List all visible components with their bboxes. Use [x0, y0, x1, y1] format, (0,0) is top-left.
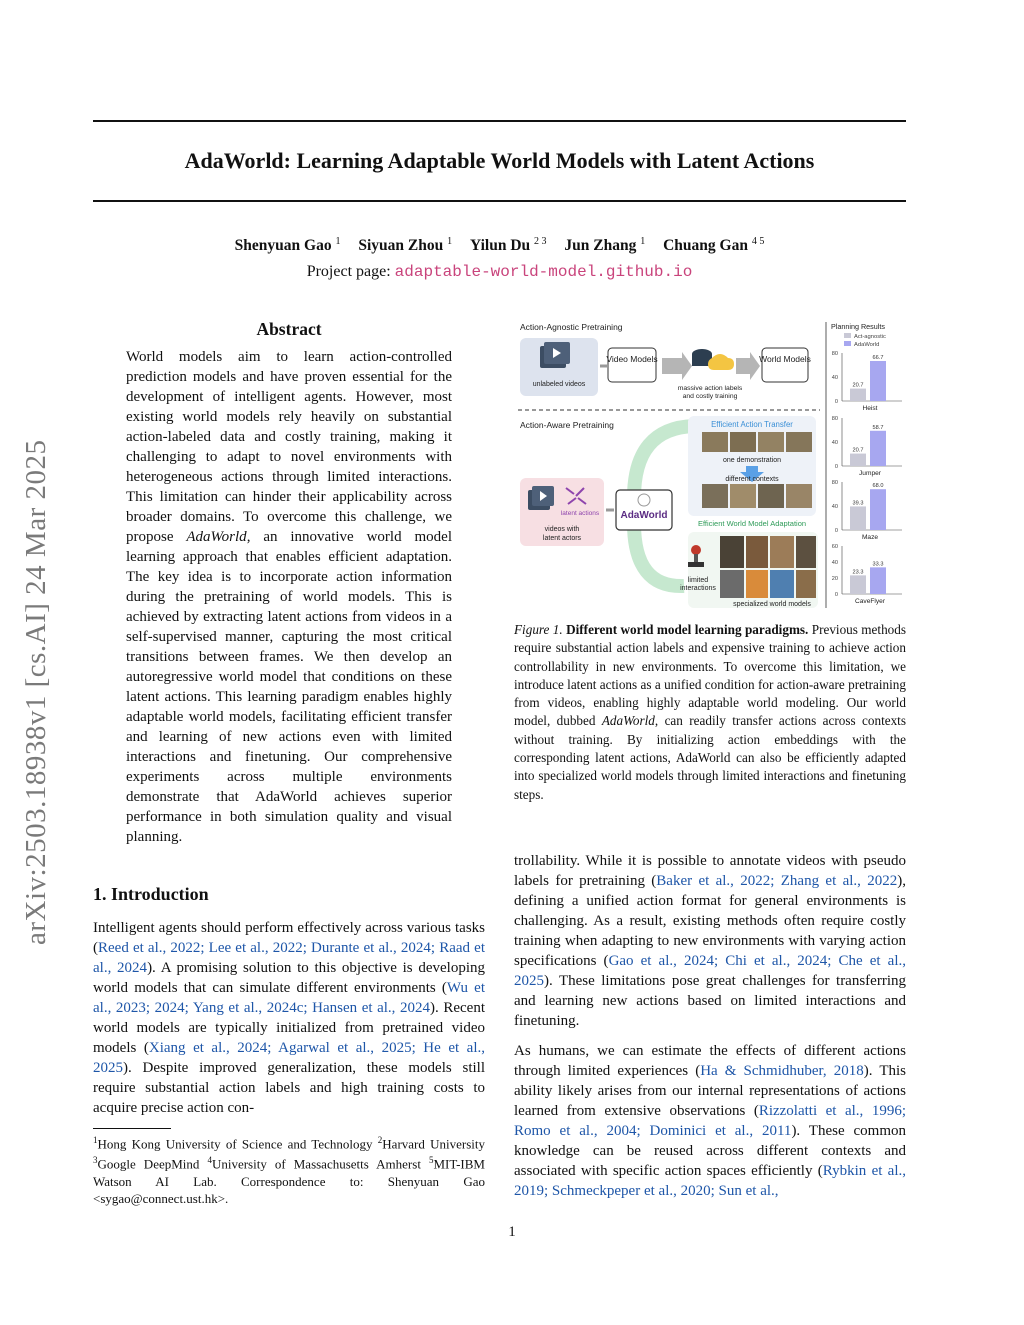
fig-massive-labels: massive action labels [677, 385, 743, 392]
demo-frame [730, 432, 756, 452]
data-label: 66.7 [872, 354, 884, 361]
affiliation-footnote: $^1$Hong Kong University of Science and Technology $^2$Harvard University $^3$Google DeepMind $^4$University of Massachusetts Amherst $^5$MIT-IBM Watson AI Lab. Correspondence to: Shenyuan Gao <sygao@connect.ust.hk>. [93, 1135, 486, 1206]
planning-results-chart [831, 322, 902, 605]
fig-costly-training: and costly training [682, 393, 738, 400]
tick-label: 0 [834, 464, 838, 470]
fig-world-models: World Models [759, 354, 811, 364]
demo-frame [758, 432, 784, 452]
flow-arc [634, 426, 694, 498]
game-frame [770, 570, 794, 598]
panel-label: Heist [862, 405, 878, 412]
project-label: Project page: [306, 263, 391, 280]
citation[interactable]: Ha & Schmidhuber, 2018 [700, 1063, 864, 1079]
label-arrow [736, 352, 760, 380]
bar [850, 575, 866, 594]
bar [870, 567, 886, 594]
bar [850, 506, 866, 530]
game-frame [770, 536, 794, 568]
context-frame [702, 484, 728, 508]
demo-frame [702, 432, 728, 452]
project-page [93, 263, 906, 281]
bar [870, 489, 886, 530]
fig-latent-actions: latent actions [560, 510, 600, 517]
tick-label: 40 [831, 440, 838, 446]
citation[interactable]: Reed et al., 2022; Lee et al., 2022; Durante et al., 2024; Raad et al., 2024 [93, 940, 485, 976]
project-link[interactable]: adaptable-world-model.github.io [394, 263, 693, 281]
citation[interactable]: Baker et al., 2022; Zhang et al., 2022 [656, 873, 898, 889]
author: Siyuan Zhou $^1$ [358, 236, 453, 255]
context-frame [786, 484, 812, 508]
fig-videos-with: videos with [544, 526, 580, 533]
tick-label: 0 [834, 399, 838, 405]
author-list [93, 236, 906, 255]
legend-swatch-adaworld [844, 341, 851, 346]
game-frame [796, 536, 816, 568]
fig-unlabeled-videos: unlabeled videos [532, 381, 586, 388]
fig-adaptation-title: Efficient World Model Adaptation [697, 519, 807, 528]
citation[interactable]: Wu et al., 2023; 2024; Yang et al., 2024c; Hansen et al., 2024 [93, 980, 485, 1016]
tick-label: 40 [831, 504, 838, 510]
data-label: 33.3 [872, 561, 884, 568]
fig-one-demo: one demonstration [723, 457, 781, 464]
bar [870, 361, 886, 401]
tick-label: 80 [831, 480, 838, 486]
tick-label: 60 [831, 544, 838, 550]
bar [850, 389, 866, 401]
top-rule [93, 120, 906, 122]
author: Shenyuan Gao $^1$ [234, 236, 341, 255]
game-frame [746, 536, 768, 568]
arxiv-stamp: arXiv:2503.18938v1 [cs.AI] 24 Mar 2025 [20, 439, 52, 945]
title-bottom-rule [93, 200, 906, 202]
footnote-rule [93, 1128, 171, 1129]
tick-label: 20 [831, 576, 838, 582]
chart-title: Planning Results [831, 322, 885, 331]
fig-interactions: interactions [680, 585, 716, 592]
fig-top-label: Action-Agnostic Pretraining [520, 322, 623, 332]
fig-specialized: specialized world models [733, 601, 811, 608]
game-frame [720, 570, 744, 598]
abstract-heading: Abstract [256, 319, 322, 339]
game-frame [746, 570, 768, 598]
fig-different-contexts: different contexts [725, 476, 779, 483]
data-label: 20.7 [852, 447, 864, 454]
figure-1 [514, 318, 906, 610]
data-label: 39.3 [852, 500, 864, 507]
legend-act-agnostic: Act-agnostic [854, 334, 886, 340]
abstract-body: World models aim to learn action-controlled prediction models and have proven essential for the development of intelligent agents. However, most existing world models rely heavily on substantial action-labeled data and costly training, making it challenging to adapt to novel environments with heterogeneous actions through limited interactions. This limitation can hinder their applicability across broader domains. To overcome this challenge, we propose AdaWorld, an innovative world model learning approach that enables efficient adaptation. The key idea is to incorporate action information during the pretraining of world models. This is achieved by extracting latent actions from videos in a self-supervised manner, capturing the most critical transitions between frames. We then develop an autoregressive world model that conditions on these latent actions. This learning paradigm enables highly adaptable world models, facilitating efficient transfer and learning of new actions even with limited interactions and finetuning. Our comprehensive experiments across multiple environments demonstrate that AdaWorld achieves superior performance in both simulation quality and visual planning. [126, 349, 452, 845]
game-frame [796, 570, 816, 598]
page-number: 1 [508, 1224, 516, 1240]
tick-label: 40 [831, 560, 838, 566]
fig-limited: limited [687, 577, 709, 584]
paper-title: AdaWorld: Learning Adaptable World Models with Latent Actions [184, 148, 815, 173]
tick-label: 40 [831, 375, 838, 381]
bar [850, 454, 866, 466]
citation[interactable]: Rizzolatti et al., 1996; Romo et al., 2004; Dominici et al., 2011 [514, 1103, 906, 1139]
tick-label: 0 [834, 528, 838, 534]
fig-bottom-label: Action-Aware Pretraining [520, 420, 614, 430]
paragraph: trollability. While it is possible to annotate videos with pseudo labels for pretraining (Baker et al., 2022; Zhang et al., 2022), defining a unified action format for general environments is challenging. As a result, existing methods often require costly training when adapting to new environments with varying action specifications (Gao et al., 2024; Chi et al., 2024; Che et al., 2025). These limitations pose great challenges for transferring and learning new actions based on limited interactions and finetuning. [514, 853, 907, 1029]
panel-label: CaveFlyer [854, 598, 886, 605]
flow-arc [634, 523, 684, 586]
joystick-icon [688, 562, 704, 567]
label-arrow [662, 352, 692, 380]
tick-label: 80 [831, 416, 838, 422]
panel-label: Jumper [859, 470, 881, 477]
game-frame [720, 536, 744, 568]
paragraph: As humans, we can estimate the effects of different actions through limited experiences (Ha & Schmidhuber, 2018). This ability likely arises from our internal representations of actions learned from extensive observations (Rizzolatti et al., 1996; Romo et al., 2004; Dominici et al., 2011). These common knowledge can be reused across different contexts and associated with specific action spaces efficiently (Rybkin et al., 2019; Schmeckpeper et al., 2020; Sun et al., [514, 1043, 906, 1199]
legend-swatch-act-agnostic [844, 333, 851, 338]
panel-label: Maze [861, 534, 879, 541]
intro-body: Intelligent agents should perform effectively across various tasks (Reed et al., 2022; Lee et al., 2022; Durante et al., 2024; Raad et al., 2024). A promising solution to this objective is developing world models that can simulate different environments (Wu et al., 2023; 2024; Yang et al., 2024c; Hansen et al., 2024). Recent world models are typically initialized from pretrained video models (Xiang et al., 2024; Agarwal et al., 2025; He et al., 2025). Despite improved generalization, these models still require substantial action labels and high training costs to acquire precise action con- [93, 920, 486, 1116]
tick-label: 80 [831, 351, 838, 357]
author: Yilun Du $^{2 3}$ [469, 236, 547, 255]
data-label: 23.3 [852, 569, 864, 576]
citation[interactable]: Xiang et al., 2024; Agarwal et al., 2025; He et al., 2025 [93, 1040, 486, 1076]
fig-latent-actors: latent actors [542, 535, 582, 542]
context-frame [758, 484, 784, 508]
author: Chuang Gan $^{4 5}$ [663, 236, 765, 255]
data-label: 68.0 [872, 483, 884, 490]
context-frame [730, 484, 756, 508]
fig-adaworld: AdaWorld [620, 510, 668, 521]
fig-video-models: Video Models [606, 354, 658, 364]
figure-caption: Figure 1. Different world model learning paradigms. Previous methods require substantial action labels and expensive training to achieve action controllability in new environments. To overcome this limitation, we introduce latent actions as a unified condition for action-aware pretraining from videos, enabling highly adaptable world modeling. Our world model, dubbed AdaWorld, can readily transfer actions across contexts without training. By initializing action embeddings with the corresponding latent actions, AdaWorld can also be efficiently adapted into specialized world models through limited interactions and finetuning steps. [514, 622, 906, 802]
author: Jun Zhang $^1$ [564, 236, 646, 255]
fig-transfer-title: Efficient Action Transfer [711, 420, 793, 429]
data-label: 20.7 [852, 382, 864, 389]
joystick-icon [691, 545, 701, 555]
demo-frame [786, 432, 812, 452]
legend-adaworld: AdaWorld [854, 342, 880, 348]
bar [870, 431, 886, 466]
tick-label: 0 [834, 592, 838, 598]
data-label: 58.7 [872, 424, 884, 431]
intro-heading: 1. Introduction [93, 884, 209, 904]
right-column-body [514, 851, 906, 1211]
citation[interactable]: Rybkin et al., 2019; Schmeckpeper et al., 2020; Sun et al., [514, 1163, 906, 1199]
citation[interactable]: Gao et al., 2024; Chi et al., 2024; Che et al., 2025 [514, 953, 906, 989]
